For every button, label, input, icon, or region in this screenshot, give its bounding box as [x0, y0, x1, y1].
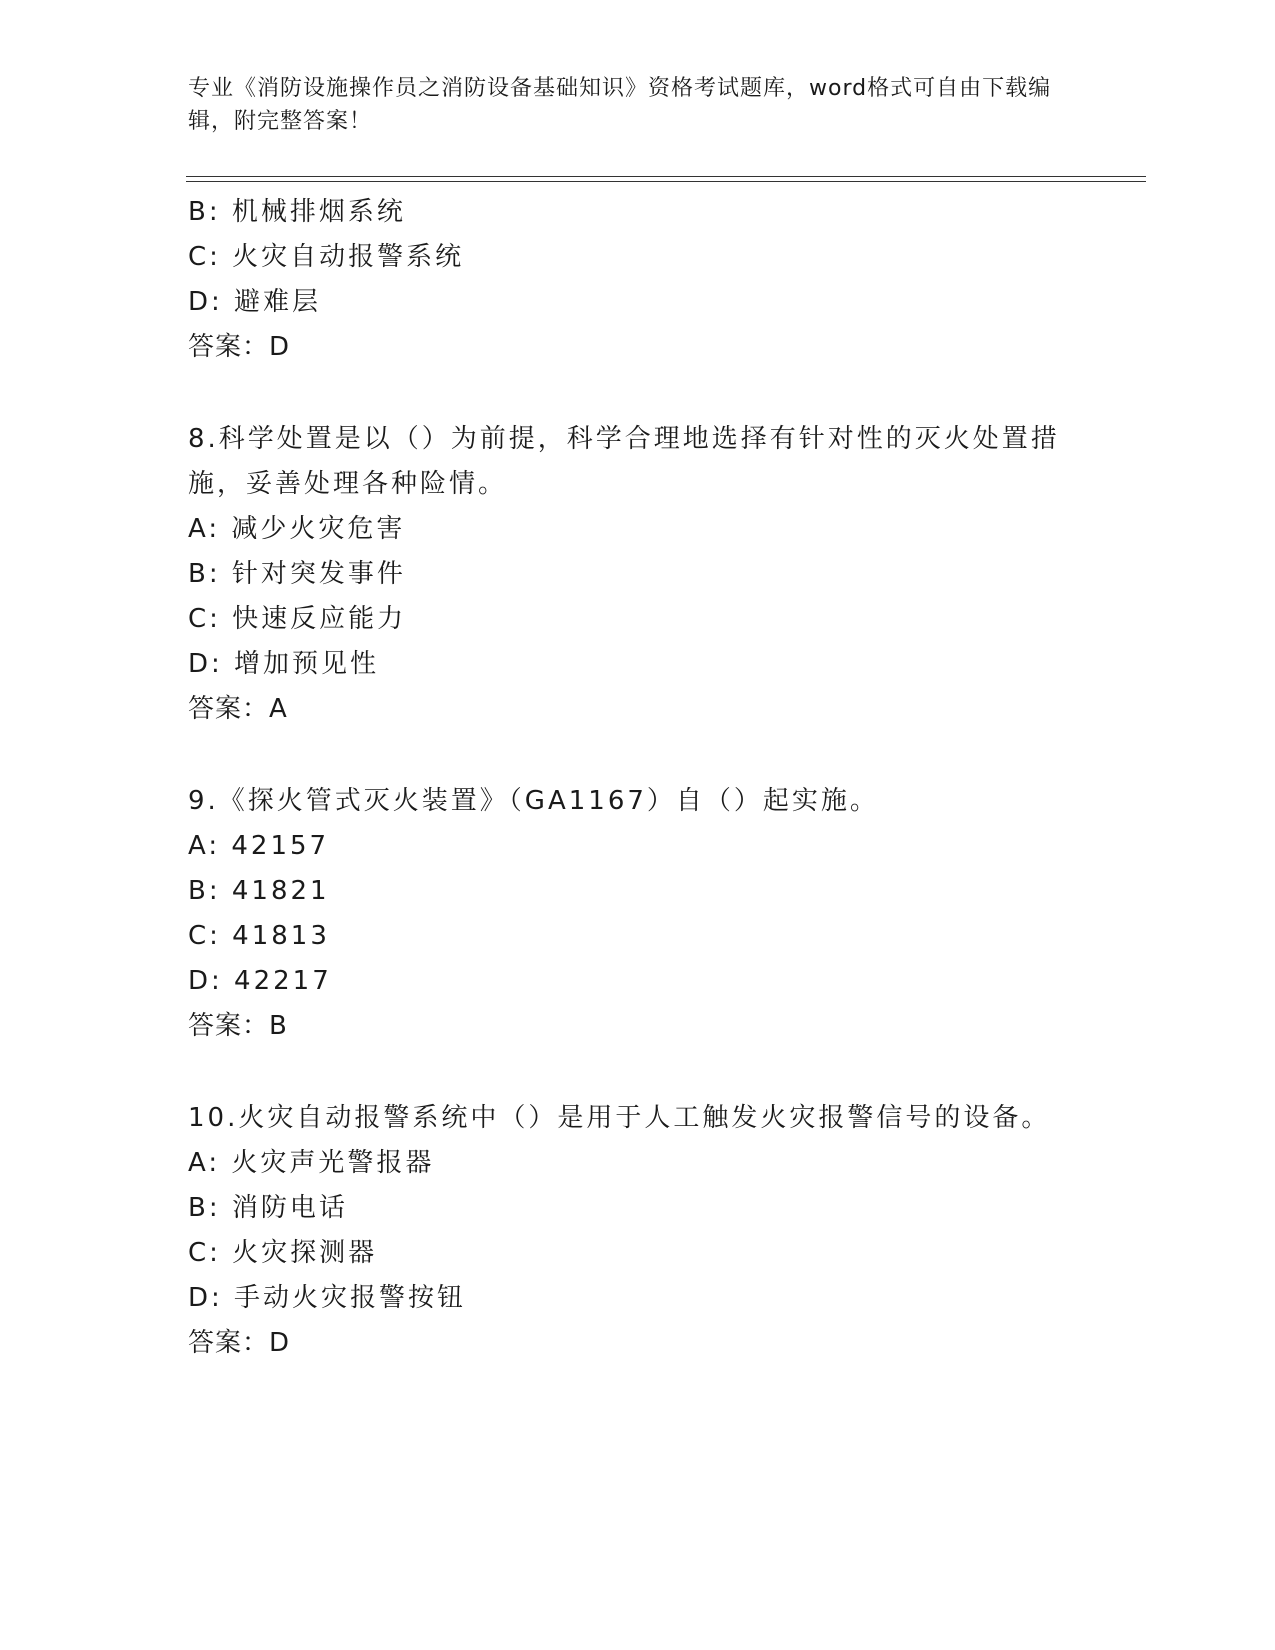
option-d: D: 42217 [188, 966, 332, 996]
header-divider-top [186, 176, 1146, 177]
option-b: B: 41821 [188, 876, 330, 906]
question-text: 10.火灾自动报警系统中（）是用于人工触发火灾报警信号的设备。 [188, 1103, 1051, 1133]
option-d: D: 避难层 [188, 287, 322, 317]
document-header: 专业《消防设施操作员之消防设备基础知识》资格考试题库，word格式可自由下载编辑，附完整答案！ [188, 76, 1052, 134]
question-list [188, 190, 1108, 1366]
option-c: C: 火灾自动报警系统 [188, 242, 465, 272]
answer-line: 答案：D [188, 332, 291, 362]
header-divider-bottom [186, 181, 1146, 182]
question-block-carryover [188, 190, 1108, 370]
option-c: C: 41813 [188, 921, 330, 951]
option-a: A: 火灾声光警报器 [188, 1148, 435, 1178]
question-text: 8.科学处置是以（）为前提，科学合理地选择有针对性的灭火处置措施，妥善处理各种险情。 [188, 424, 1060, 499]
answer-line: 答案：A [188, 694, 288, 724]
answer-line: 答案：B [188, 1011, 288, 1041]
option-a: A: 42157 [188, 831, 330, 861]
question-block-9 [188, 779, 1108, 1049]
option-c: C: 火灾探测器 [188, 1238, 378, 1268]
option-a: A: 减少火灾危害 [188, 514, 406, 544]
question-text: 9.《探火管式灭火装置》（GA1167）自（）起实施。 [188, 786, 879, 816]
option-b: B: 消防电话 [188, 1193, 348, 1223]
option-c: C: 快速反应能力 [188, 604, 407, 634]
option-b: B: 机械排烟系统 [188, 197, 406, 227]
question-block-8 [188, 417, 1108, 732]
option-b: B: 针对突发事件 [188, 559, 406, 589]
question-block-10 [188, 1096, 1108, 1366]
answer-line: 答案：D [188, 1328, 291, 1358]
option-d: D: 手动火灾报警按钮 [188, 1283, 467, 1313]
option-d: D: 增加预见性 [188, 649, 380, 679]
